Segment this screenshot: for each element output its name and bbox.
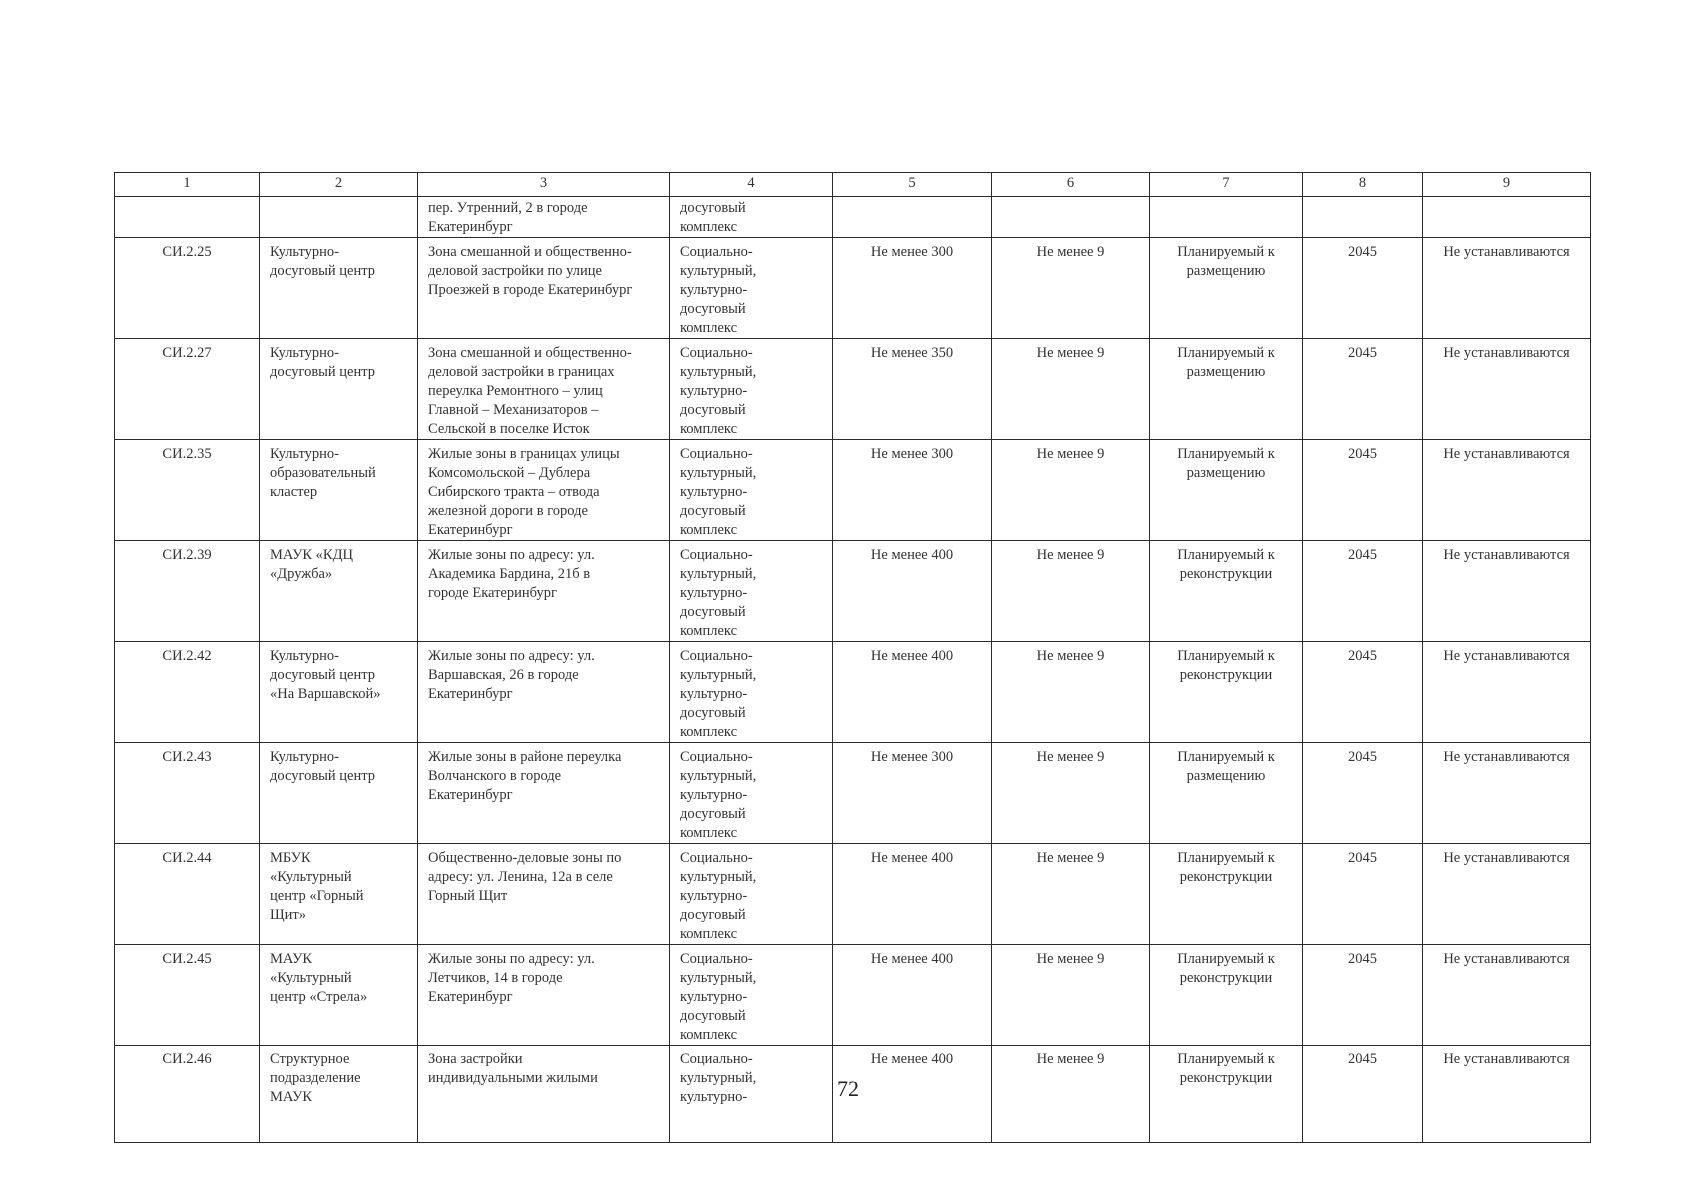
cell-year: 2045 [1303,844,1423,945]
cell-id: СИ.2.42 [115,642,260,743]
column-header-1: 1 [115,173,260,197]
cell-type: Социально- культурный, культурно- досуговый комплекс [670,541,833,642]
cell-area: Не менее 9 [992,339,1150,440]
cell-id: СИ.2.45 [115,945,260,1046]
cell-area: Не менее 9 [992,844,1150,945]
cell-type: Социально- культурный, культурно- досуговый комплекс [670,642,833,743]
cell-year [1303,197,1423,238]
cell-capacity: Не менее 400 [833,945,992,1046]
column-header-2: 2 [260,173,418,197]
cell-area: Не менее 9 [992,440,1150,541]
cell-area [992,197,1150,238]
cell-capacity [833,197,992,238]
cell-type: Социально- культурный, культурно- досуговый комплекс [670,238,833,339]
cell-year: 2045 [1303,238,1423,339]
column-header-6: 6 [992,173,1150,197]
cell-name: МАУК «КДЦ «Дружба» [260,541,418,642]
cell-type: Социально- культурный, культурно- досуговый комплекс [670,743,833,844]
cell-area: Не менее 9 [992,1046,1150,1143]
table-row [115,440,1591,541]
cell-type: досуговый комплекс [670,197,833,238]
cell-location: Зона смешанной и общественно- деловой застройки в границах переулка Ремонтного – улиц Главной – Механизаторов – Сельской в поселке Исток [418,339,670,440]
cell-location: Общественно-деловые зоны по адресу: ул. Ленина, 12а в селе Горный Щит [418,844,670,945]
cell-id: СИ.2.35 [115,440,260,541]
cell-id [115,197,260,238]
cell-name: МАУК «Культурный центр «Стрела» [260,945,418,1046]
cell-location: пер. Утренний, 2 в городе Екатеринбург [418,197,670,238]
cell-id: СИ.2.44 [115,844,260,945]
cell-area: Не менее 9 [992,642,1150,743]
cell-location: Жилые зоны по адресу: ул. Академика Бардина, 21б в городе Екатеринбург [418,541,670,642]
cell-name: Культурно- образовательный кластер [260,440,418,541]
cell-status: Планируемый к размещению [1150,339,1303,440]
cell-status: Планируемый к реконструкции [1150,541,1303,642]
cell-status: Планируемый к размещению [1150,743,1303,844]
cell-capacity: Не менее 400 [833,642,992,743]
cell-location: Жилые зоны по адресу: ул. Летчиков, 14 в городе Екатеринбург [418,945,670,1046]
cell-status: Планируемый к размещению [1150,238,1303,339]
table-row [115,642,1591,743]
cell-zones: Не устанавливаются [1423,642,1591,743]
cell-capacity: Не менее 400 [833,1046,992,1143]
cell-capacity: Не менее 300 [833,238,992,339]
table-row [115,945,1591,1046]
cell-name: Культурно- досуговый центр [260,339,418,440]
cell-id: СИ.2.27 [115,339,260,440]
header-row [115,173,1591,197]
cell-zones: Не устанавливаются [1423,238,1591,339]
cell-capacity: Не менее 400 [833,844,992,945]
cell-zones [1423,197,1591,238]
cell-status: Планируемый к реконструкции [1150,844,1303,945]
cell-capacity: Не менее 350 [833,339,992,440]
cell-year: 2045 [1303,541,1423,642]
cell-year: 2045 [1303,1046,1423,1143]
column-header-7: 7 [1150,173,1303,197]
cell-status [1150,197,1303,238]
cell-id: СИ.2.46 [115,1046,260,1143]
cell-year: 2045 [1303,743,1423,844]
column-header-4: 4 [670,173,833,197]
cell-zones: Не устанавливаются [1423,440,1591,541]
cell-name: Культурно- досуговый центр «На Варшавской» [260,642,418,743]
cell-capacity: Не менее 300 [833,440,992,541]
cell-capacity: Не менее 300 [833,743,992,844]
cell-area: Не менее 9 [992,238,1150,339]
column-header-3: 3 [418,173,670,197]
cell-year: 2045 [1303,339,1423,440]
continuation-row [115,197,1591,238]
cell-zones: Не устанавливаются [1423,743,1591,844]
column-header-8: 8 [1303,173,1423,197]
cell-name: МБУК «Культурный центр «Горный Щит» [260,844,418,945]
cell-type: Социально- культурный, культурно- досуговый комплекс [670,945,833,1046]
cell-status: Планируемый к реконструкции [1150,1046,1303,1143]
cell-year: 2045 [1303,440,1423,541]
cell-status: Планируемый к размещению [1150,440,1303,541]
column-header-9: 9 [1423,173,1591,197]
cell-name: Структурное подразделение МАУК [260,1046,418,1143]
cell-location: Жилые зоны в районе переулка Волчанского в городе Екатеринбург [418,743,670,844]
cell-type: Социально- культурный, культурно- досуговый комплекс [670,440,833,541]
table-row [115,541,1591,642]
cell-type: Социально- культурный, культурно- досуговый комплекс [670,339,833,440]
cell-year: 2045 [1303,945,1423,1046]
cell-type: Социально- культурный, культурно- [670,1046,833,1143]
column-header-5: 5 [833,173,992,197]
cell-id: СИ.2.25 [115,238,260,339]
cell-year: 2045 [1303,642,1423,743]
cell-location: Жилые зоны по адресу: ул. Варшавская, 26 в городе Екатеринбург [418,642,670,743]
cell-status: Планируемый к реконструкции [1150,945,1303,1046]
cell-area: Не менее 9 [992,743,1150,844]
cell-zones: Не устанавливаются [1423,844,1591,945]
cell-capacity: Не менее 400 [833,541,992,642]
cell-name [260,197,418,238]
cell-zones: Не устанавливаются [1423,541,1591,642]
cell-type: Социально- культурный, культурно- досуговый комплекс [670,844,833,945]
cell-name: Культурно- досуговый центр [260,743,418,844]
cell-zones: Не устанавливаются [1423,339,1591,440]
page-number: 72 [837,1076,859,1101]
cell-location: Зона застройки индивидуальными жилыми [418,1046,670,1143]
cell-location: Зона смешанной и общественно- деловой застройки по улице Проезжей в городе Екатеринбург [418,238,670,339]
table-row [115,844,1591,945]
cell-id: СИ.2.39 [115,541,260,642]
cell-location: Жилые зоны в границах улицы Комсомольской – Дублера Сибирского тракта – отвода железной дороги в городе Екатеринбург [418,440,670,541]
cell-area: Не менее 9 [992,541,1150,642]
cell-zones: Не устанавливаются [1423,945,1591,1046]
facilities-table [114,172,1591,1143]
table-row [115,339,1591,440]
table-row [115,238,1591,339]
cell-area: Не менее 9 [992,945,1150,1046]
cell-zones: Не устанавливаются [1423,1046,1591,1143]
table-row [115,743,1591,844]
cell-id: СИ.2.43 [115,743,260,844]
cell-status: Планируемый к реконструкции [1150,642,1303,743]
cell-name: Культурно- досуговый центр [260,238,418,339]
